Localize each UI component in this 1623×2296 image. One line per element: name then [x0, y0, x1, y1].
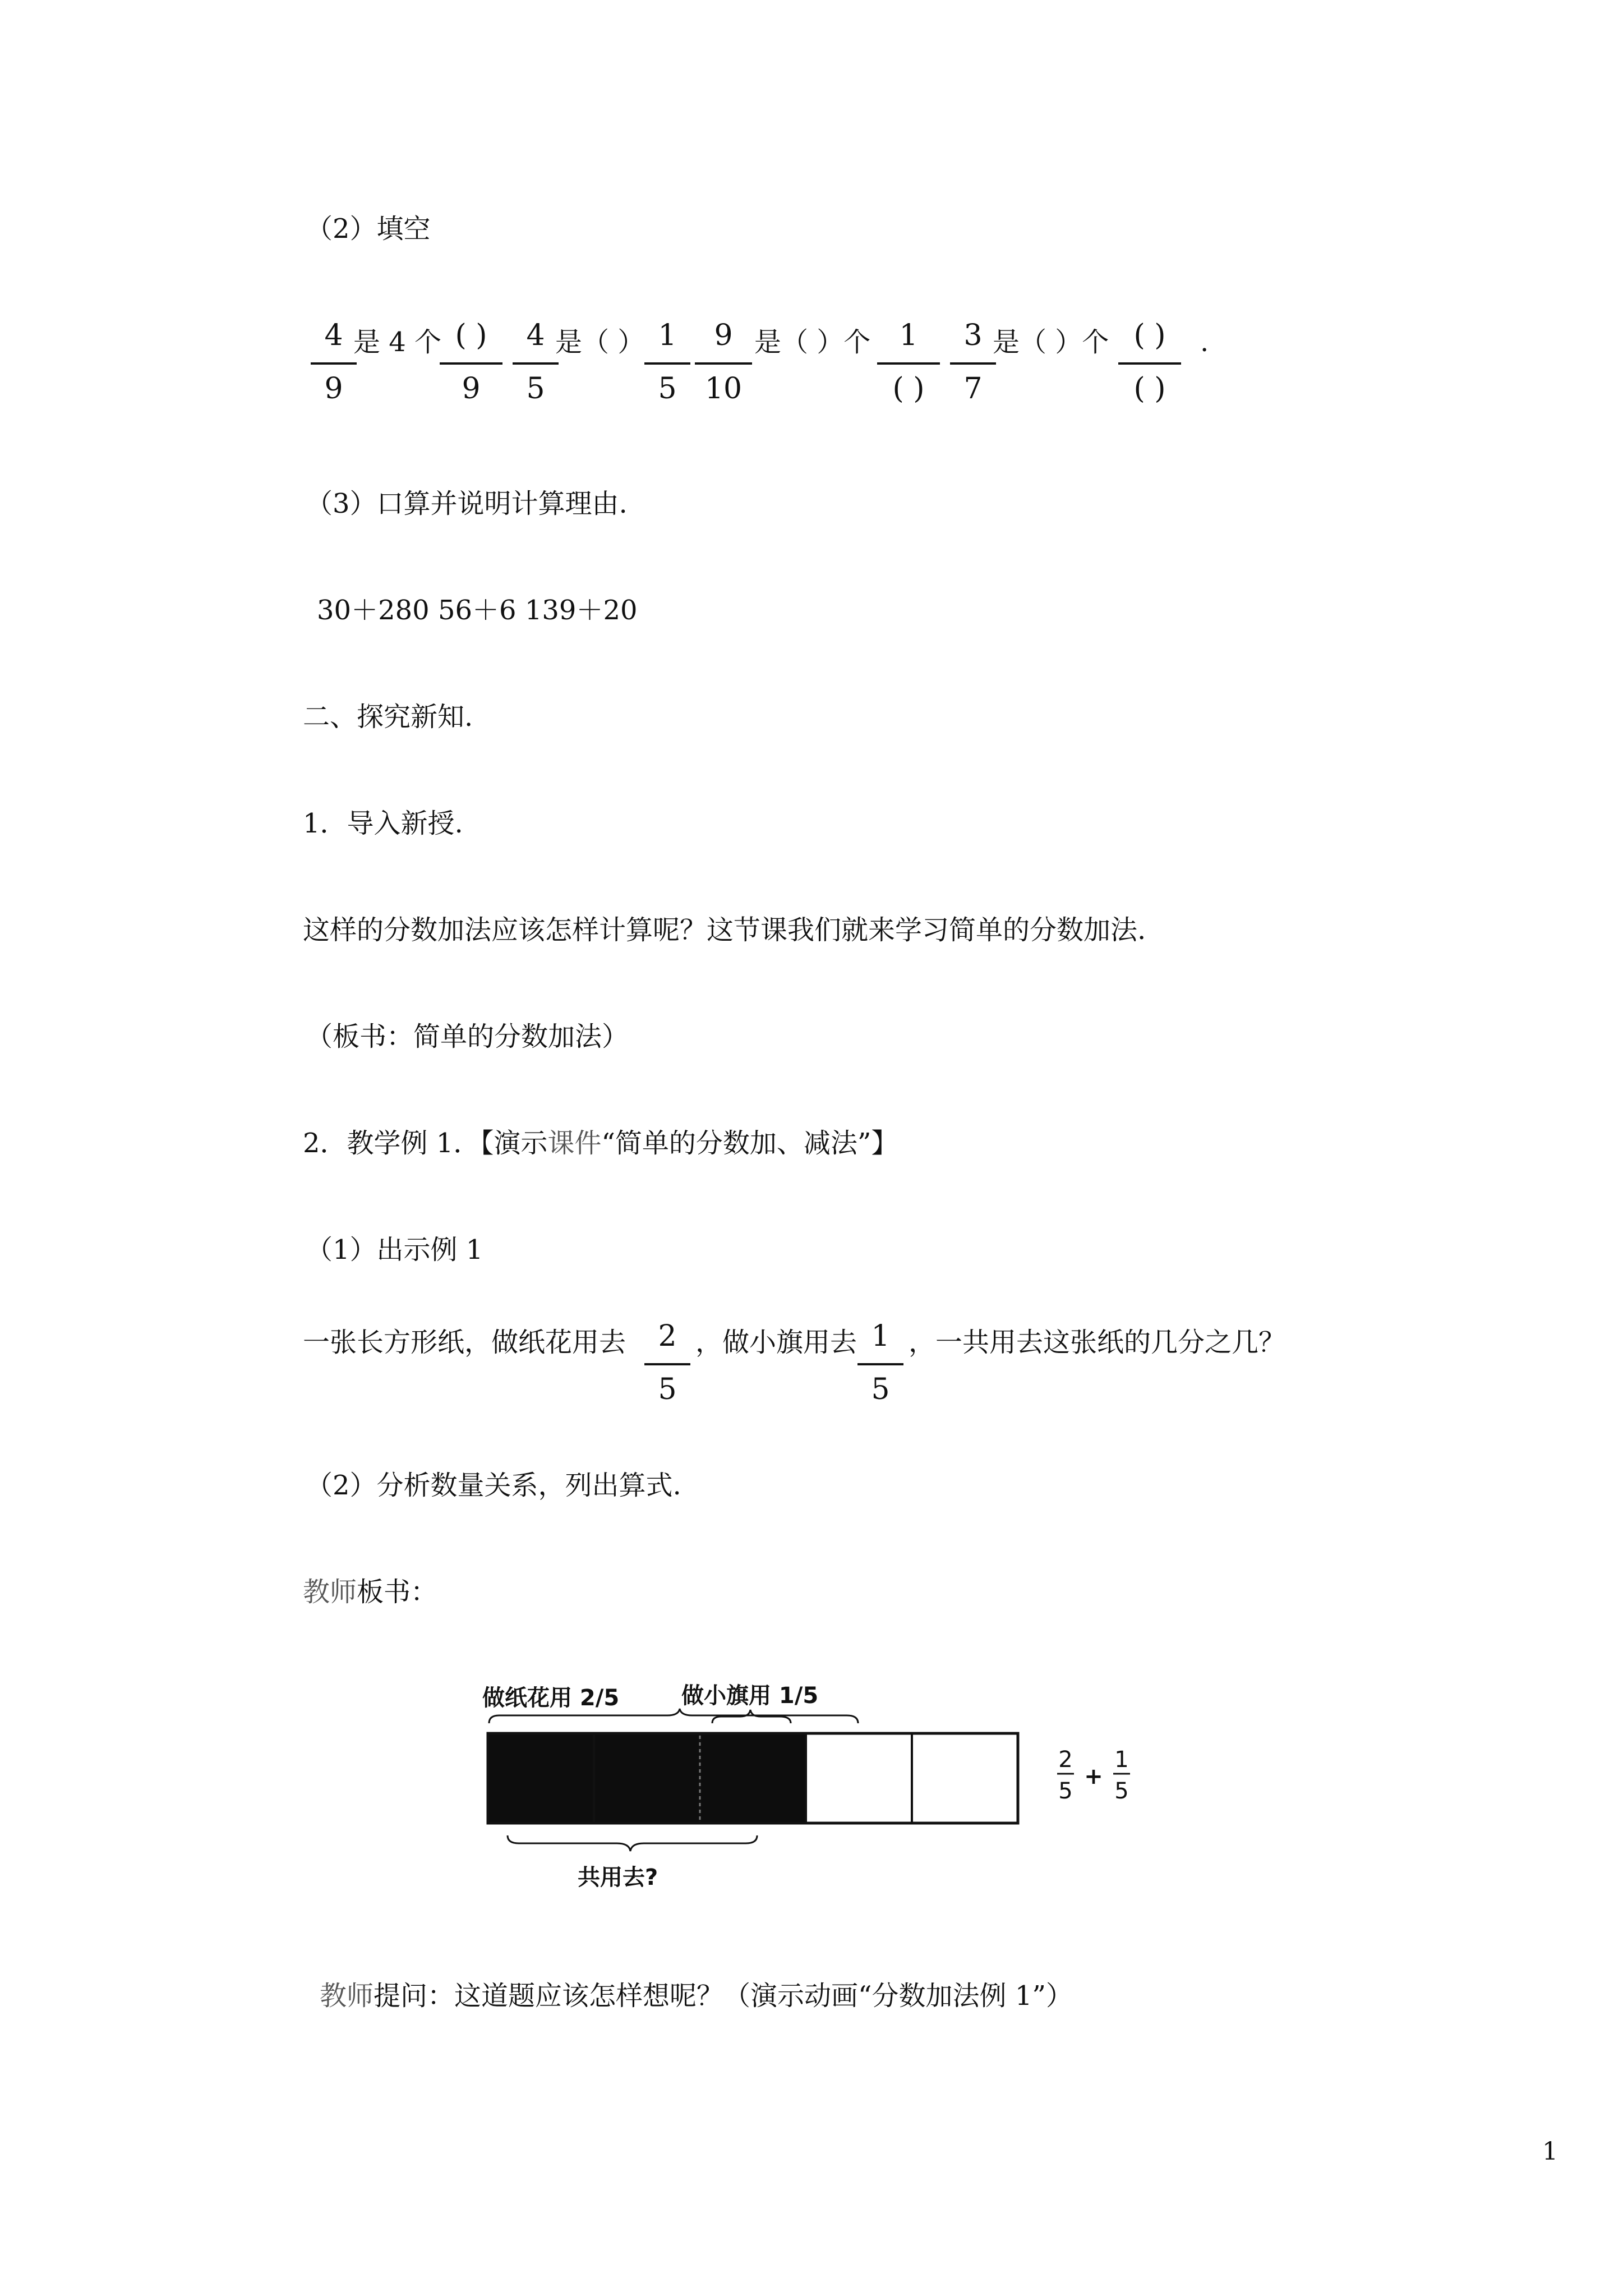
- fill-text-4: 是（ ）个: [993, 326, 1109, 358]
- numerator: 9: [714, 319, 733, 352]
- fraction-bar-diagram: [477, 1672, 1183, 1930]
- fraction-bar: [644, 362, 690, 365]
- fraction-4-9: [308, 319, 359, 414]
- question-text: 提问：这道题应该怎样想呢？（演示动画“分数加法例 1”）: [374, 1980, 1073, 2012]
- empty-segment: [912, 1733, 1018, 1823]
- problem-text-2: ，做小旗用去: [695, 1327, 857, 1358]
- fill-text-1: 是 4 个: [353, 326, 442, 358]
- fraction-blank-blank: [1116, 319, 1183, 414]
- courseware-link-text: 课件: [547, 1128, 602, 1159]
- brace-flag: [712, 1710, 791, 1723]
- numerator: 1: [658, 319, 677, 352]
- fill-text-2: 是（ ）: [555, 326, 645, 358]
- expr-b-numerator: 1: [1114, 1747, 1129, 1773]
- expression-fraction-a: [1057, 1747, 1074, 1804]
- fraction-1-5: [642, 319, 693, 414]
- fraction-1-5b: [855, 1319, 906, 1415]
- denominator: 10: [704, 372, 743, 406]
- denominator: 5: [871, 1373, 890, 1406]
- shaded-segment: [594, 1733, 700, 1823]
- section-heading-explore: 二、探究新知.: [303, 701, 473, 733]
- denominator: 5: [526, 372, 545, 406]
- empty-segment: [806, 1733, 912, 1823]
- numerator: 4: [526, 319, 545, 352]
- denominator: 5: [658, 1373, 677, 1406]
- board-note: （板书：简单的分数加法）: [306, 1021, 629, 1052]
- fraction-bar: [950, 362, 996, 365]
- label-flag: 做小旗用 1/5: [681, 1683, 819, 1709]
- problem-text-3: ，一共用去这张纸的几分之几？: [909, 1327, 1286, 1358]
- page-number: 1: [1542, 2137, 1558, 2166]
- analyze-heading: （2）分析数量关系，列出算式.: [306, 1470, 681, 1501]
- denominator: 7: [963, 372, 983, 406]
- fraction-bar: [695, 362, 752, 365]
- denominator-blank: ( ): [892, 372, 925, 406]
- teacher-question: [320, 1979, 1073, 2013]
- fraction-9-10: [693, 319, 754, 414]
- teacher-word: 教师: [320, 1980, 374, 2012]
- label-flower: 做纸花用 2/5: [482, 1685, 620, 1711]
- numerator: 2: [658, 1319, 677, 1353]
- shaded-segment: [488, 1733, 594, 1823]
- bar-segments: [488, 1733, 1018, 1823]
- intro-paragraph: 这样的分数加法应该怎样计算呢？这节课我们就来学习简单的分数加法.: [303, 914, 1146, 946]
- example-1-title: （1）出示例 1: [306, 1234, 483, 1266]
- fill-text-3: 是（ ）个: [754, 326, 871, 358]
- expr-plus: +: [1084, 1764, 1103, 1789]
- fraction-bar: [513, 362, 559, 365]
- numerator-blank: ( ): [1133, 319, 1166, 352]
- expr-a-denominator: 5: [1058, 1778, 1073, 1804]
- fill-end-period: .: [1200, 326, 1209, 358]
- shaded-segment: [700, 1733, 806, 1823]
- denominator: 5: [658, 372, 677, 406]
- denominator-blank: ( ): [1133, 372, 1166, 406]
- numerator-blank: ( ): [455, 319, 487, 352]
- fraction-bar: [877, 362, 940, 365]
- expr-a-numerator: 2: [1058, 1747, 1073, 1773]
- teacher-word: 教师: [303, 1576, 357, 1608]
- fraction-1-blank: [875, 319, 942, 414]
- diagram-svg: [477, 1672, 1183, 1930]
- fraction-2-5: [642, 1319, 693, 1415]
- expression-fraction-b: [1113, 1747, 1130, 1804]
- step-2-heading: [303, 1126, 898, 1160]
- expr-b-denominator: 5: [1114, 1778, 1129, 1804]
- fraction-bar: [644, 1363, 690, 1365]
- denominator: 9: [462, 372, 481, 406]
- numerator: 4: [324, 319, 343, 352]
- fraction-bar: [440, 362, 502, 365]
- step-2-text-start: 2．教学例 1．【演示: [303, 1128, 548, 1159]
- step-1-heading: 1．导入新授.: [303, 808, 463, 839]
- fraction-bar: [857, 1363, 903, 1365]
- fraction-bar: [311, 362, 357, 365]
- section-fill-in-title: （2）填空: [306, 213, 431, 245]
- board-word: 板书：: [357, 1576, 438, 1608]
- problem-text-1: 一张长方形纸，做纸花用去: [303, 1327, 626, 1358]
- fraction-4-5: [510, 319, 561, 414]
- step-2-text-end: “简单的分数加、减法”】: [601, 1128, 898, 1159]
- numerator: 3: [963, 319, 983, 352]
- teacher-board-label: [303, 1575, 437, 1609]
- denominator: 9: [324, 372, 343, 406]
- fraction-blank-9: [437, 319, 505, 414]
- brace-total: [508, 1835, 757, 1851]
- fraction-3-7: [948, 319, 998, 414]
- fraction-bar: [1118, 362, 1181, 365]
- mental-items: 30＋280 56＋6 139＋20: [317, 595, 638, 626]
- numerator: 1: [871, 1319, 890, 1353]
- numerator: 1: [899, 319, 918, 352]
- section-mental-title: （3）口算并说明计算理由.: [306, 488, 628, 519]
- label-total: 共用去?: [578, 1865, 658, 1890]
